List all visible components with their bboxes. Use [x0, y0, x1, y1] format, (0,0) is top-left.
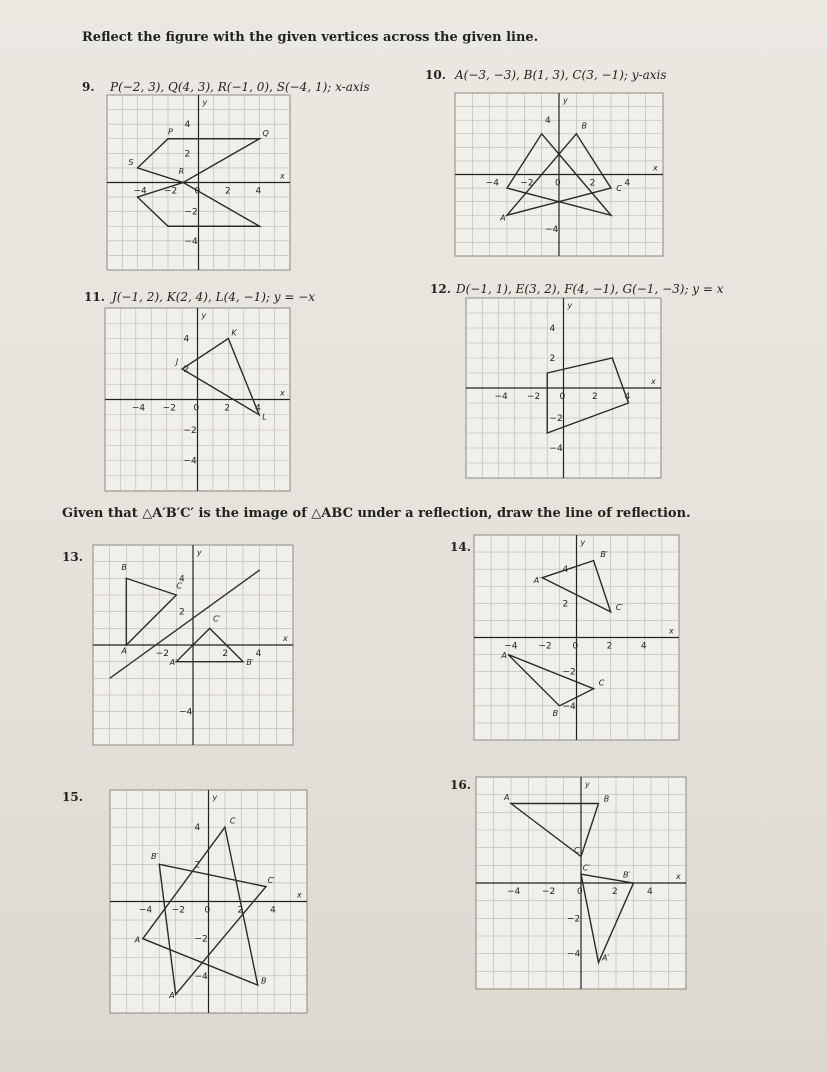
- y-tick-label: −4: [567, 949, 581, 960]
- x-tick-label: −4: [504, 641, 518, 652]
- x-tick-label: 4: [640, 641, 647, 652]
- x-tick-label: −4: [507, 887, 521, 897]
- x-tick-label: 4: [647, 887, 653, 897]
- x-axis-label: x: [297, 890, 302, 900]
- y-axis-label: y: [197, 548, 202, 557]
- problem-13-number: 13.: [62, 550, 83, 564]
- x-axis-label: x: [280, 171, 285, 181]
- vertex-label: P: [168, 127, 173, 137]
- vertex-label: C′: [615, 603, 624, 613]
- x-tick-label: 4: [255, 403, 261, 414]
- y-tick-label: 2: [194, 860, 201, 871]
- y-tick-label: 4: [184, 120, 191, 131]
- vertex-label: C: [616, 183, 622, 193]
- vertex-label: A′: [533, 575, 542, 585]
- y-tick-label: −4: [184, 236, 198, 247]
- vertex-label: S: [128, 158, 134, 167]
- x-tick-label: 0: [555, 178, 561, 189]
- y-axis-label: y: [212, 793, 218, 802]
- vertex-label: B: [261, 976, 267, 986]
- vertex-label: C′: [267, 875, 276, 885]
- vertex-label: A′: [602, 953, 610, 963]
- y-tick-label: 2: [179, 607, 185, 618]
- x-tick-label: 0: [194, 186, 201, 197]
- x-tick-label: 4: [270, 905, 276, 916]
- x-tick-label: −2: [527, 392, 541, 402]
- vertex-label: Q: [262, 128, 269, 138]
- y-tick-label: −2: [562, 667, 576, 678]
- vertex-label: C: [598, 678, 605, 688]
- x-tick-label: 2: [224, 403, 231, 414]
- x-tick-label: −2: [155, 649, 169, 659]
- x-axis-label: x: [280, 388, 285, 398]
- graph-problem-11[interactable]: [105, 308, 290, 491]
- y-tick-label: 4: [194, 823, 201, 834]
- y-tick-label: −2: [549, 414, 563, 424]
- vertex-label: B: [552, 709, 559, 719]
- graph-problem-14[interactable]: [474, 535, 679, 740]
- graph-problem-13[interactable]: [93, 545, 293, 745]
- instruction-reflect: Reflect the figure with the given vertices across the given line.: [82, 30, 539, 45]
- x-tick-label: 2: [612, 887, 618, 897]
- y-tick-label: −4: [179, 707, 193, 718]
- x-tick-label: −2: [538, 641, 552, 652]
- problem-9-number: 9.: [82, 80, 95, 94]
- x-tick-label: 0: [559, 392, 566, 402]
- x-tick-label: −2: [171, 905, 185, 916]
- y-tick-label: −2: [567, 914, 581, 925]
- y-tick-label: −2: [183, 426, 197, 436]
- y-axis-label: y: [201, 311, 207, 320]
- x-axis-label: x: [669, 626, 674, 636]
- y-tick-label: −4: [545, 224, 559, 235]
- y-tick-label: 4: [179, 574, 185, 585]
- y-axis-label: y: [202, 98, 208, 107]
- x-tick-label: 0: [572, 641, 579, 652]
- y-tick-label: 2: [183, 365, 190, 375]
- x-tick-label: 4: [624, 392, 631, 402]
- vertex-label: A: [501, 651, 507, 660]
- problem-10-number: 10.: [425, 68, 446, 82]
- problem-16-number: 16.: [450, 778, 471, 792]
- y-tick-label: 2: [184, 149, 191, 160]
- x-tick-label: 2: [589, 178, 596, 189]
- y-tick-label: −2: [194, 934, 208, 945]
- vertex-label: A: [134, 935, 141, 945]
- y-tick-label: 4: [183, 334, 190, 345]
- y-axis-label: y: [580, 538, 586, 547]
- graph-problem-10[interactable]: [455, 93, 663, 256]
- y-tick-label: −4: [194, 971, 208, 982]
- vertex-label: C′: [213, 614, 221, 624]
- x-tick-label: −4: [138, 905, 153, 916]
- x-tick-label: −4: [131, 403, 146, 414]
- x-tick-label: −2: [542, 887, 556, 897]
- y-tick-label: −4: [549, 444, 563, 454]
- x-tick-label: 4: [624, 178, 631, 189]
- problem-10-text: A(−3, −3), B(1, 3), C(3, −1); y-axis: [455, 68, 667, 82]
- x-tick-label: 0: [193, 403, 200, 414]
- vertex-label: B: [581, 121, 588, 131]
- y-tick-label: −2: [184, 207, 198, 218]
- vertex-label: C: [229, 816, 236, 826]
- x-tick-label: 2: [237, 905, 244, 916]
- graph-problem-15[interactable]: [110, 790, 307, 1013]
- y-tick-label: 2: [562, 599, 569, 610]
- y-tick-label: 4: [545, 116, 551, 127]
- y-tick-label: 4: [562, 565, 569, 576]
- x-axis-label: x: [676, 872, 681, 881]
- vertex-label: B′: [246, 658, 254, 667]
- problem-9-text: P(−2, 3), Q(4, 3), R(−1, 0), S(−4, 1); x-axis: [110, 80, 370, 94]
- x-tick-label: −4: [133, 186, 147, 197]
- problem-14-number: 14.: [450, 540, 471, 554]
- x-axis-label: x: [651, 377, 656, 386]
- vertex-label: B′: [151, 851, 159, 861]
- problem-12-number: 12.: [430, 282, 451, 296]
- vertex-label: B′: [623, 870, 631, 880]
- y-tick-label: −4: [183, 456, 197, 467]
- vertex-label: A: [121, 646, 127, 656]
- instruction-line-of-reflection: Given that △A′B′C′ is the image of △ABC under a reflection, draw the line of reflection.: [62, 506, 691, 521]
- graph-problem-16[interactable]: [476, 777, 686, 989]
- x-tick-label: −4: [494, 392, 508, 402]
- vertex-label: A′: [169, 658, 177, 667]
- x-tick-label: −2: [164, 186, 178, 197]
- problem-11-text: J(−1, 2), K(2, 4), L(4, −1); y = −x: [112, 290, 316, 304]
- x-tick-label: −2: [520, 178, 534, 189]
- graph-problem-9[interactable]: [107, 95, 290, 270]
- x-axis-label: x: [283, 634, 288, 643]
- vertex-label: K: [231, 328, 237, 338]
- vertex-label: A: [504, 792, 510, 802]
- x-tick-label: −4: [485, 178, 499, 189]
- vertex-label: L: [262, 412, 267, 422]
- x-tick-label: 2: [606, 641, 613, 652]
- x-tick-label: −2: [162, 403, 176, 414]
- y-axis-label: y: [585, 780, 590, 789]
- problem-11-number: 11.: [84, 290, 105, 304]
- y-tick-label: 4: [549, 324, 556, 334]
- vertex-label: C: [176, 581, 182, 591]
- x-tick-label: 0: [577, 887, 583, 897]
- vertex-label: B′: [600, 550, 608, 560]
- x-tick-label: 4: [255, 186, 262, 197]
- x-tick-label: 4: [255, 649, 262, 659]
- vertex-label: A: [500, 213, 506, 223]
- y-axis-label: y: [567, 301, 573, 310]
- vertex-label: J: [175, 357, 179, 367]
- x-tick-label: 2: [225, 186, 231, 197]
- x-tick-label: 2: [592, 392, 598, 402]
- vertex-label: B: [121, 563, 127, 572]
- y-tick-label: 2: [549, 354, 556, 364]
- vertex-label: B: [603, 794, 610, 804]
- problem-15-number: 15.: [62, 790, 83, 804]
- vertex-label: R: [178, 166, 185, 176]
- x-tick-label: 2: [222, 649, 229, 659]
- x-axis-label: x: [653, 163, 658, 173]
- vertex-label: C′: [582, 863, 591, 873]
- y-tick-label: −4: [562, 701, 576, 712]
- y-axis-label: y: [563, 96, 568, 105]
- vertex-label: C: [574, 845, 580, 855]
- problem-12-text: D(−1, 1), E(3, 2), F(4, −1), G(−1, −3); y = x: [456, 282, 724, 296]
- vertex-label: A′: [169, 991, 177, 1001]
- graph-problem-12[interactable]: [466, 298, 661, 478]
- x-tick-label: 0: [204, 905, 211, 916]
